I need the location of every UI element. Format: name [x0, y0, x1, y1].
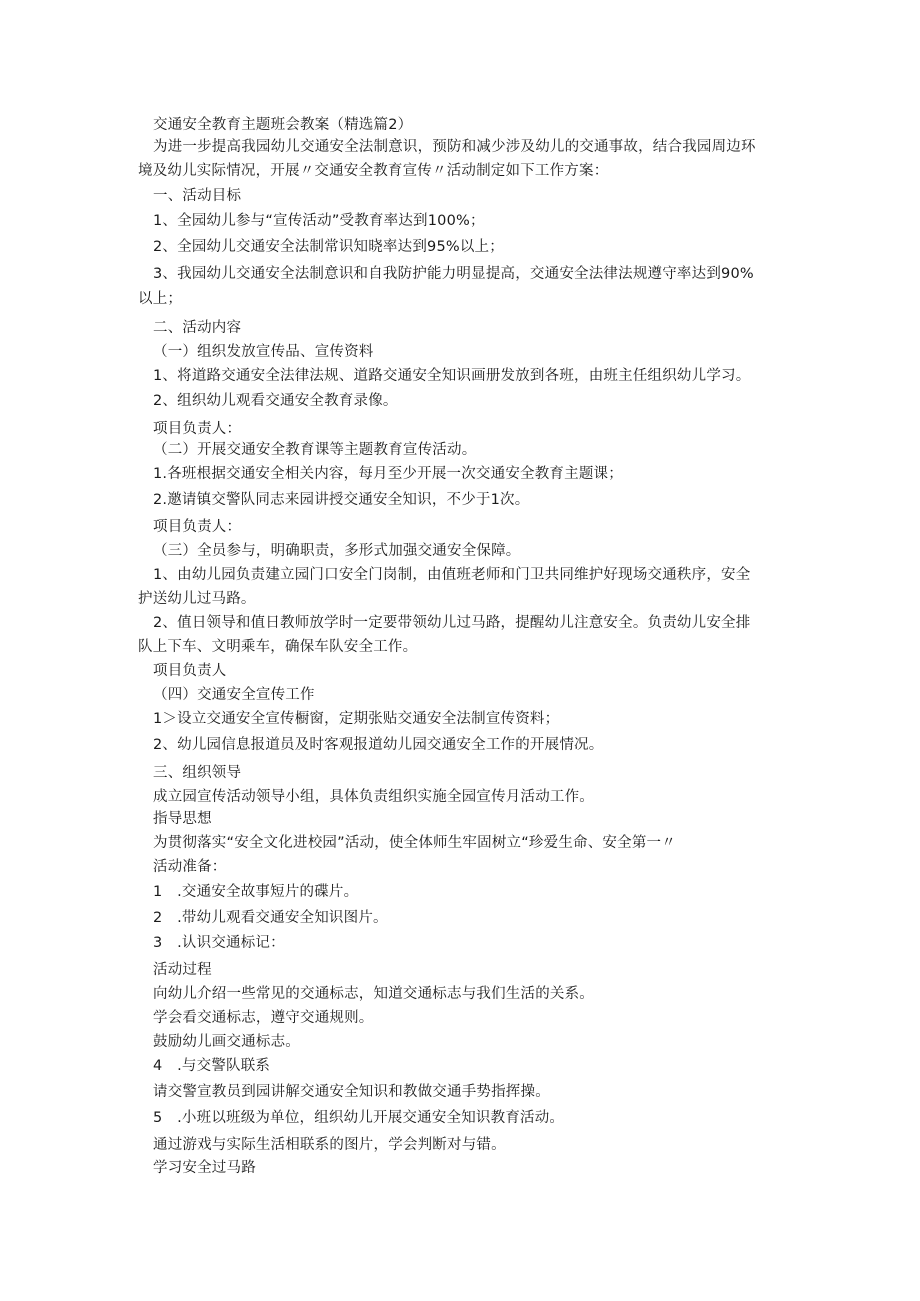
owner-label: 项目负责人 [153, 663, 227, 679]
list-item: 4 .与交警队联系 [153, 1058, 271, 1074]
section-heading: 活动过程 [153, 962, 212, 978]
subsection-heading: （四）交通安全宣传工作 [153, 687, 315, 703]
list-item: 2、值日领导和值日教师放学时一定要带领幼儿过马路，提醒幼儿注意安全。负责幼儿安全排 [153, 615, 751, 631]
list-item: 1 .交通安全故事短片的碟片。 [153, 884, 359, 900]
paragraph: 鼓励幼儿画交通标志。 [153, 1034, 300, 1050]
paragraph: 向幼儿介绍一些常见的交通标志，知道交通标志与我们生活的关系。 [153, 986, 594, 1002]
list-item: 1、全园幼儿参与“宣传活动”受教育率达到100%； [153, 213, 485, 229]
section-heading: 指导思想 [153, 811, 212, 827]
list-item: 2、幼儿园信息报道员及时客观报道幼儿园交通安全工作的开展情况。 [153, 737, 604, 753]
paragraph: 请交警宣教员到园讲解交通安全知识和教做交通手势指挥操。 [153, 1084, 550, 1100]
paragraph: 学习安全过马路 [153, 1160, 256, 1176]
list-item: 1、将道路交通安全法律法规、道路交通安全知识画册发放到各班，由班主任组织幼儿学习。 [153, 368, 751, 384]
list-item: 3 .认识交通标记： [153, 935, 285, 951]
section-heading: 二、活动内容 [153, 320, 242, 336]
section-heading: 三、组织领导 [153, 765, 242, 781]
list-item: 护送幼儿过马路。 [138, 591, 256, 607]
list-item: 以上； [138, 291, 183, 307]
paragraph: 通过游戏与实际生活相联系的图片，学会判断对与错。 [153, 1137, 506, 1153]
section-heading: 一、活动目标 [153, 188, 242, 204]
list-item: 1＞设立交通安全宣传橱窗，定期张贴交通安全法制宣传资料； [153, 711, 560, 727]
list-item: 3、我园幼儿交通安全法制意识和自我防护能力明显提高，交通安全法律法规遵守率达到90% [153, 266, 754, 282]
list-item: 2、全园幼儿交通安全法制常识知晓率达到95%以上； [153, 239, 504, 255]
section-heading: 活动准备： [153, 859, 227, 875]
paragraph: 成立园宣传活动领导小组，具体负责组织实施全园宣传月活动工作。 [153, 789, 594, 805]
list-item: 2 .带幼儿观看交通安全知识图片。 [153, 910, 388, 926]
list-item: 1.各班根据交通安全相关内容，每月至少开展一次交通安全教育主题课； [153, 466, 623, 482]
subsection-heading: （三）全员参与，明确职责，多形式加强交通安全保障。 [153, 543, 521, 559]
intro-line: 境及幼儿实际情况，开展〃交通安全教育宣传〃活动制定如下工作方案： [138, 163, 609, 179]
list-item: 2.邀请镇交警队同志来园讲授交通安全知识，不少于1次。 [153, 492, 530, 508]
subsection-heading: （二）开展交通安全教育课等主题教育宣传活动。 [153, 442, 477, 458]
list-item: 队上下车、文明乘车，确保车队安全工作。 [138, 639, 418, 655]
list-item: 1、由幼儿园负责建立园门口安全门岗制，由值班老师和门卫共同维护好现场交通秩序，安全 [153, 567, 751, 583]
paragraph: 为贯彻落实“安全文化进校园”活动，使全体师生牢固树立“珍爱生命、安全第一〃 [153, 835, 676, 851]
subsection-heading: （一）组织发放宣传品、宣传资料 [153, 344, 374, 360]
owner-label: 项目负责人： [153, 421, 242, 437]
paragraph: 学会看交通标志，遵守交通规则。 [153, 1010, 374, 1026]
owner-label: 项目负责人： [153, 519, 242, 535]
intro-line: 为进一步提高我园幼儿交通安全法制意识，预防和减少涉及幼儿的交通事故，结合我园周边环 [153, 139, 756, 155]
list-item: 2、组织幼儿观看交通安全教育录像。 [153, 393, 398, 409]
list-item: 5 .小班以班级为单位，组织幼儿开展交通安全知识教育活动。 [153, 1110, 565, 1126]
document-title: 交通安全教育主题班会教案（精选篇2） [153, 117, 413, 133]
